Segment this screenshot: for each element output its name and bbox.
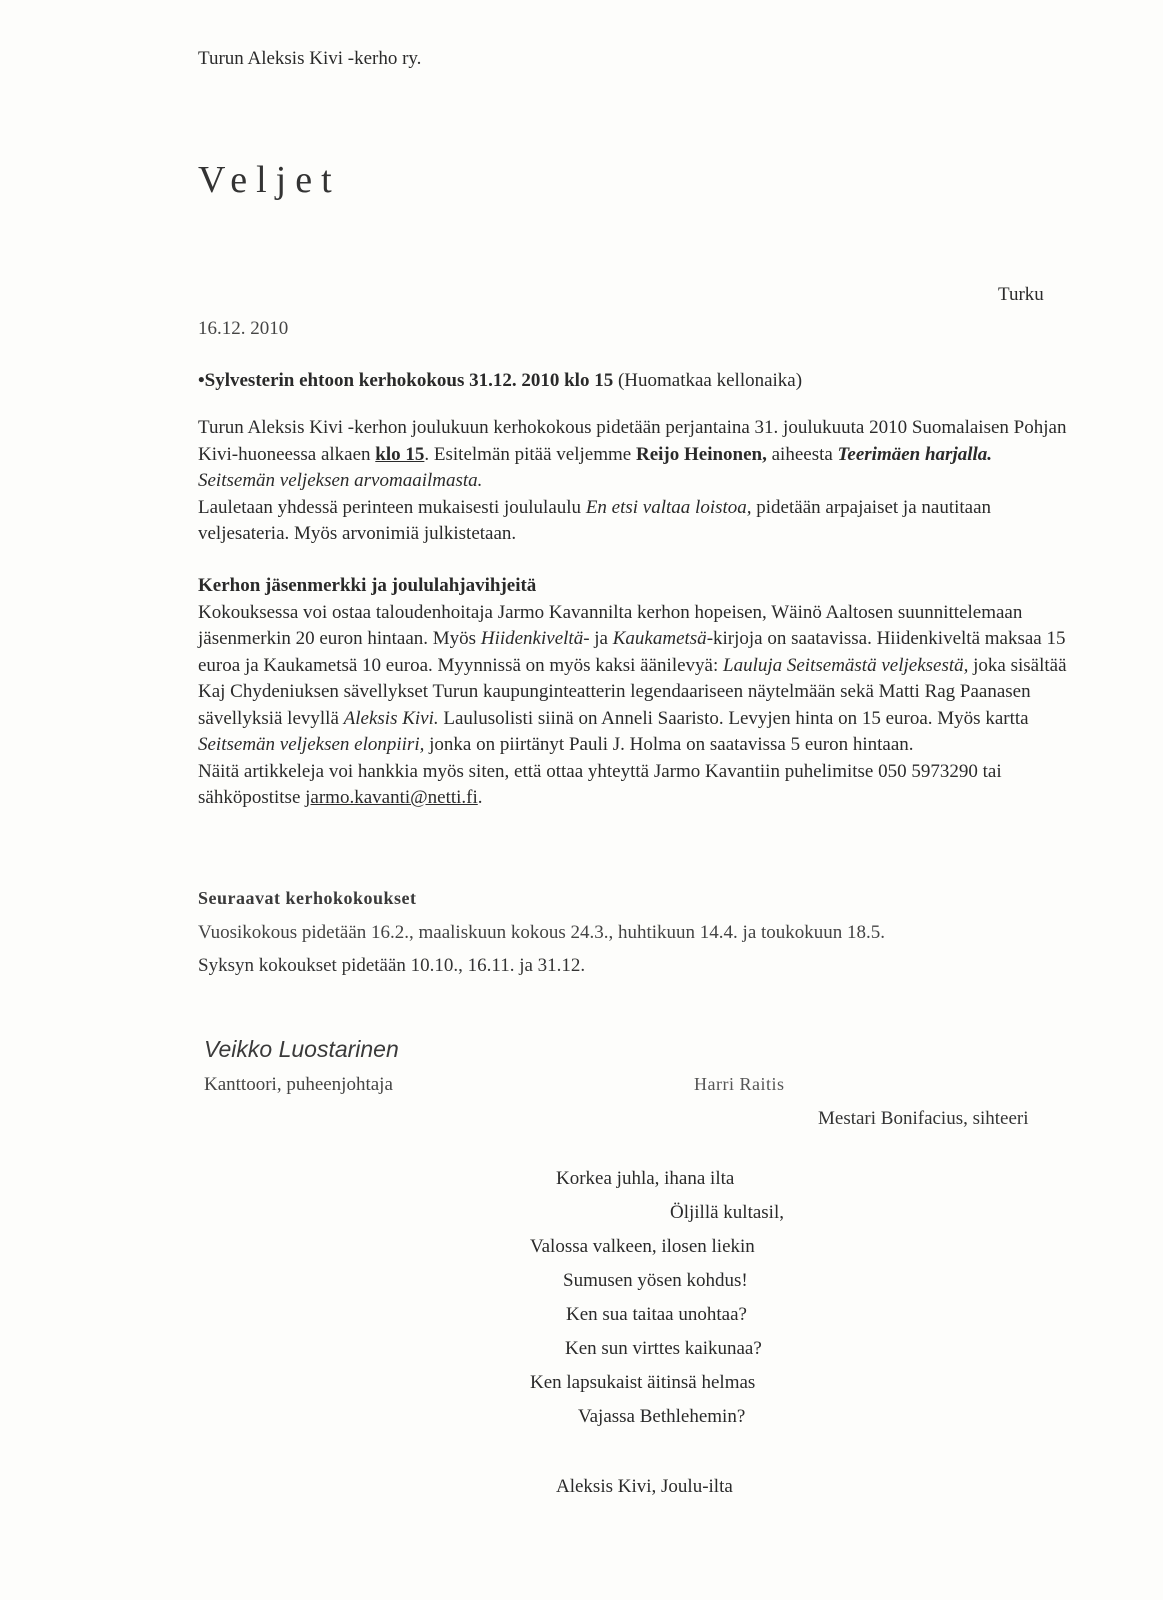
text: -kirjoja on saatavissa. Hiidenkiveltä maksaa 15 euroa ja Kaukametsä 10 euroa. Myynnissä on myös kaksi äänilevyä: [198, 628, 1066, 676]
poem-line: Ken lapsukaist äitinsä helmas [530, 1372, 756, 1393]
text: Lauletaan yhdessä perinteen mukaisesti joululaulu [198, 496, 586, 518]
text: Turun Aleksis Kivi -kerhon joulukuun kerhokokous pidetään perjantaina 31. joulukuuta 2010 Suomalaisen Pohjan Kivi-huoneessa alkaen [198, 417, 1067, 465]
city: Turku [998, 284, 1044, 305]
organization-name: Turun Aleksis Kivi -kerho ry. [198, 48, 422, 69]
text: . Esitelmän pitää veljemme [424, 443, 636, 465]
poem-line: Valossa valkeen, ilosen liekin [530, 1236, 755, 1257]
song-title: En etsi valtaa loistoa, [585, 496, 752, 518]
text: - ja [583, 628, 613, 649]
role-secretary: Mestari Bonifacius, sihteeri [818, 1108, 1029, 1129]
text: jonka on piirtänyt Pauli J. Holma on saatavissa 5 euron hintaan. [424, 734, 914, 755]
upcoming-meetings-heading: Seuraavat kerhokokoukset [198, 888, 417, 908]
upcoming-meetings-autumn: Syksyn kokoukset pidetään 10.10., 16.11. ja 31.12. [198, 955, 586, 976]
email-link[interactable]: jarmo.kavanti@netti.fi [305, 787, 478, 808]
role-chairman: Kanttoori, puheenjohtaja [204, 1074, 393, 1095]
text: . [477, 787, 483, 808]
map-title: Seitsemän veljeksen elonpiiri, [198, 734, 425, 755]
record-title: Lauluja Seitsemästä veljeksestä, [723, 654, 969, 676]
newsletter-title: Veljet [198, 159, 341, 201]
text: Kokouksessa voi ostaa taloudenhoitaja Jarmo Kavannilta kerhon hopeisen, Wäinö Aaltosen suunnittelemaan jäsenmerkin 20 euron hintaan. Myös [198, 601, 1023, 649]
record-title: Aleksis Kivi. [343, 707, 439, 729]
text: pidetään arpajaiset ja nautitaan veljesateria. Myös arvonimiä julkistetaan. [198, 496, 992, 544]
poem-attribution: Aleksis Kivi, Joulu-ilta [556, 1476, 733, 1497]
meeting-title: •Sylvesterin ehtoon kerhokokous 31.12. 2010 klo 15 [198, 370, 614, 391]
text: aiheesta [766, 443, 838, 465]
section-heading: Kerhon jäsenmerkki ja joululahjavihjeitä [198, 575, 537, 596]
topic-title: Teerimäen harjalla. [837, 443, 993, 465]
topic-subtitle: Seitsemän veljeksen arvomaailmasta. [198, 470, 483, 491]
contact-text: Näitä artikkeleja voi hankkia myös siten, että ottaa yhteyttä Jarmo Kavantiin puhelimitse 050 5973290 tai sähköpostitse [198, 760, 1002, 808]
text: joka sisältää Kaj Chydeniuksen sävellykset Turun kaupunginteatterin legendaariseen näytelmään sekä Matti Rag Paanasen sävellyksiä levyllä [198, 654, 1067, 729]
speaker-name: Reijo Heinonen, [635, 443, 767, 465]
invitation-paragraph [198, 415, 1068, 548]
signature-secretary: Harri Raitis [694, 1074, 785, 1094]
date: 16.12. 2010 [198, 318, 289, 339]
poem-line: Korkea juhla, ihana ilta [556, 1168, 735, 1189]
meeting-note: (Huomatkaa kellonaika) [613, 370, 803, 391]
poem-line: Öljillä kultasil, [670, 1202, 784, 1223]
poem-line: Sumusen yösen kohdus! [563, 1270, 748, 1291]
book-title: Hiidenkiveltä [480, 628, 584, 649]
meeting-announcement [198, 370, 802, 392]
upcoming-meetings-spring: Vuosikokous pidetään 16.2., maaliskuun kokous 24.3., huhtikuun 14.4. ja toukokuun 18.5. [198, 922, 886, 943]
poem-line: Vajassa Bethlehemin? [578, 1406, 746, 1427]
book-title: Kaukametsä [612, 628, 707, 649]
signature-chairman: Veikko Luostarinen [204, 1036, 399, 1062]
poem-line: Ken sun virttes kaikunaa? [565, 1338, 762, 1359]
poem-line: Ken sua taitaa unohtaa? [566, 1304, 747, 1325]
text: Laulusolisti siinä on Anneli Saaristo. Levyjen hinta on 15 euroa. Myös kartta [438, 707, 1029, 729]
meeting-time: klo 15 [375, 443, 425, 465]
membership-section [198, 573, 1068, 812]
